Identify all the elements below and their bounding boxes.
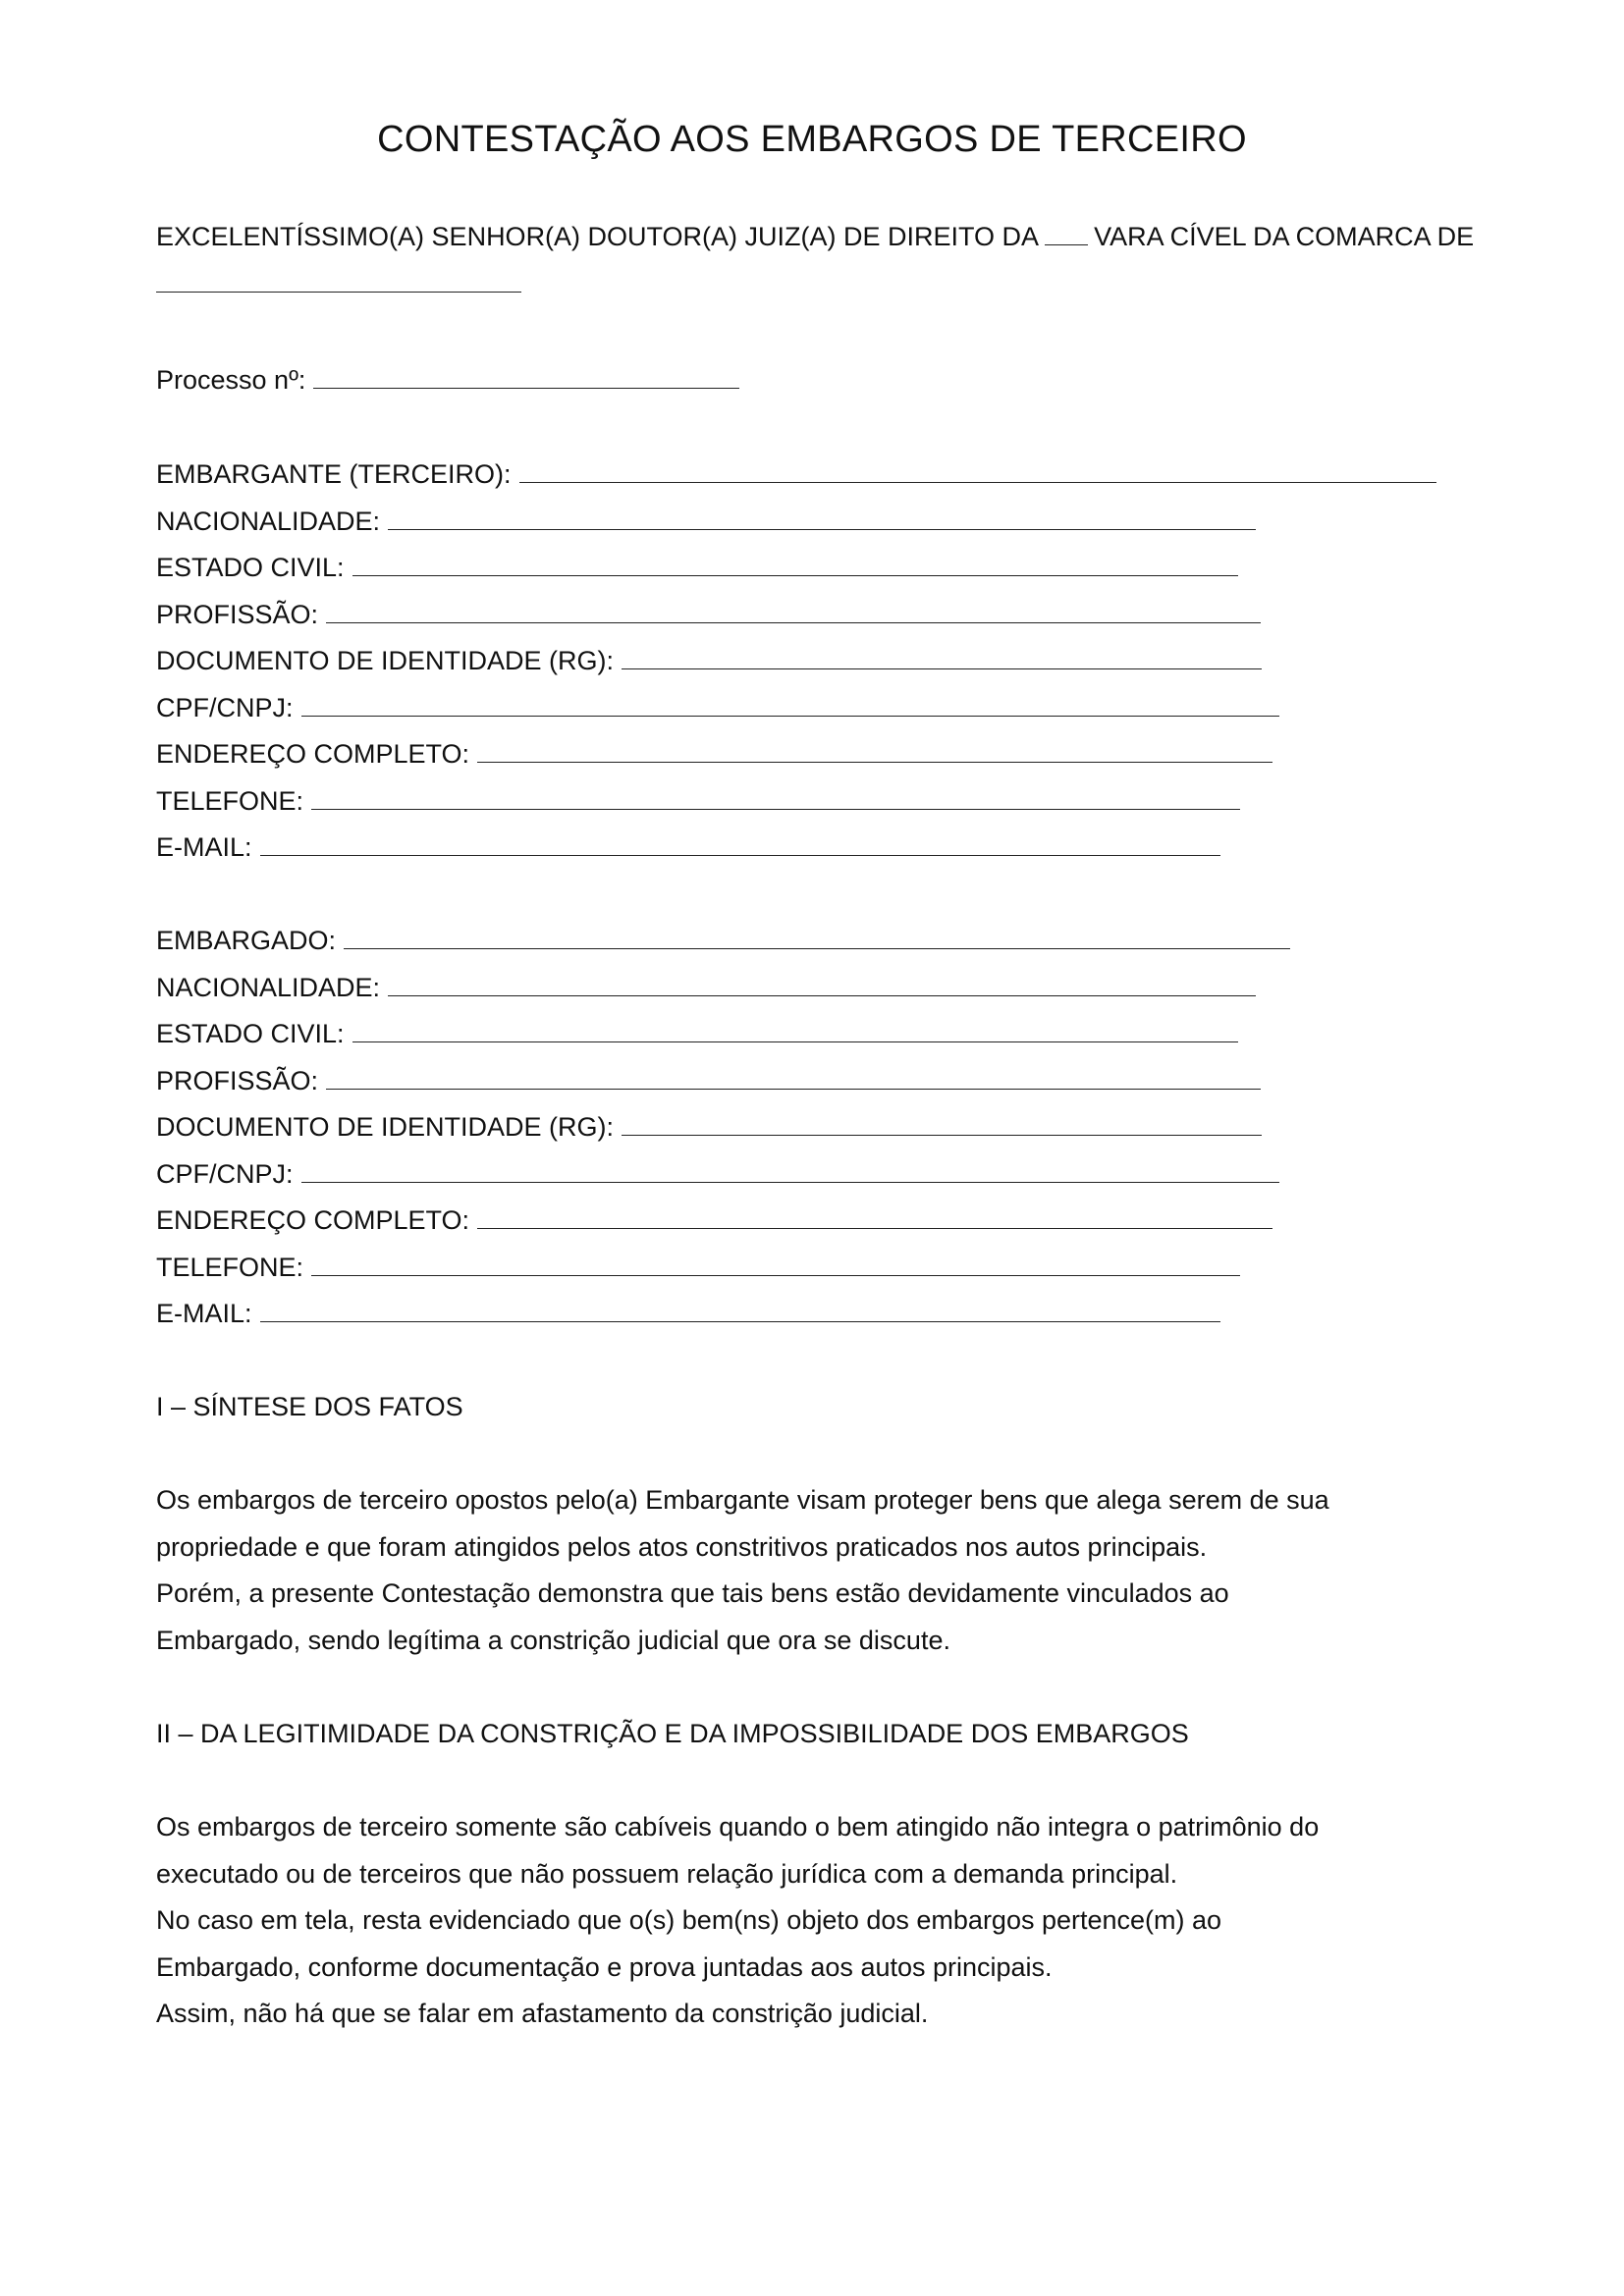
embargante-endereco-field[interactable] <box>477 740 1272 763</box>
embargado-estado-civil-label: ESTADO CIVIL: <box>156 1019 345 1048</box>
section2-paragraph-line: Os embargos de terceiro somente são cabíveis quando o bem atingido não integra o patrimônio do <box>156 1812 1320 1842</box>
embargado-estado-civil-field[interactable] <box>352 1020 1238 1042</box>
embargante-estado-civil-label: ESTADO CIVIL: <box>156 553 345 582</box>
addressee-line <box>156 220 1474 253</box>
embargado-estado-civil-line <box>156 1017 1238 1050</box>
section2-heading: II – DA LEGITIMIDADE DA CONSTRIÇÃO E DA IMPOSSIBILIDADE DOS EMBARGOS <box>156 1719 1189 1748</box>
embargado-cpf-label: CPF/CNPJ: <box>156 1159 294 1189</box>
embargado-profissao-label: PROFISSÃO: <box>156 1066 319 1095</box>
embargante-documento-label: DOCUMENTO DE IDENTIDADE (RG): <box>156 646 615 675</box>
embargante-cpf-field[interactable] <box>301 694 1279 717</box>
section1-heading: I – SÍNTESE DOS FATOS <box>156 1392 463 1421</box>
embargante-telefone-field[interactable] <box>311 787 1240 810</box>
embargante-endereco-label: ENDEREÇO COMPLETO: <box>156 739 470 769</box>
embargado-endereco-label: ENDEREÇO COMPLETO: <box>156 1205 470 1235</box>
embargante-documento-line <box>156 644 1262 677</box>
embargado-cpf-line <box>156 1157 1279 1191</box>
embargante-telefone-label: TELEFONE: <box>156 786 304 816</box>
embargante-nacionalidade-line <box>156 505 1256 538</box>
embargante-profissao-field[interactable] <box>326 601 1261 623</box>
embargante-telefone-line <box>156 784 1240 818</box>
embargado-field[interactable] <box>344 927 1290 949</box>
embargante-documento-field[interactable] <box>622 647 1262 669</box>
addressee-part2: VARA CÍVEL DA COMARCA DE <box>1094 222 1475 251</box>
embargado-label: EMBARGADO: <box>156 926 337 955</box>
section2-paragraph-line: Assim, não há que se falar em afastamento da constrição judicial. <box>156 1999 929 2028</box>
vara-number-field[interactable] <box>1045 223 1088 245</box>
embargante-profissao-line <box>156 598 1261 631</box>
embargado-profissao-line <box>156 1064 1261 1097</box>
embargante-email-field[interactable] <box>260 833 1220 856</box>
section1-paragraph-line: Embargado, sendo legítima a constrição judicial que ora se discute. <box>156 1626 950 1655</box>
processo-line <box>156 363 739 397</box>
embargante-line <box>156 457 1436 491</box>
embargante-label: EMBARGANTE (TERCEIRO): <box>156 459 512 489</box>
section1-paragraph-line: propriedade e que foram atingidos pelos atos constritivos praticados nos autos principais. <box>156 1532 1208 1562</box>
comarca-field[interactable] <box>156 270 521 293</box>
embargante-email-label: E-MAIL: <box>156 832 252 862</box>
embargado-endereco-field[interactable] <box>477 1206 1272 1229</box>
embargado-documento-field[interactable] <box>622 1113 1262 1136</box>
embargante-estado-civil-field[interactable] <box>352 554 1238 576</box>
embargado-nacionalidade-line <box>156 971 1256 1004</box>
section1-paragraph-line: Porém, a presente Contestação demonstra que tais bens estão devidamente vinculados ao <box>156 1578 1229 1608</box>
embargante-nacionalidade-label: NACIONALIDADE: <box>156 507 381 536</box>
section1-paragraph-line: Os embargos de terceiro opostos pelo(a) Embargante visam proteger bens que alega serem de sua <box>156 1485 1329 1515</box>
embargado-email-label: E-MAIL: <box>156 1299 252 1328</box>
embargado-documento-line <box>156 1110 1262 1144</box>
embargado-nacionalidade-field[interactable] <box>388 974 1256 996</box>
section2-paragraph-line: Embargado, conforme documentação e prova juntadas aos autos principais. <box>156 1952 1053 1982</box>
section2-paragraph-line: executado ou de terceiros que não possuem relação jurídica com a demanda principal. <box>156 1859 1178 1889</box>
document-title: CONTESTAÇÃO AOS EMBARGOS DE TERCEIRO <box>377 119 1247 160</box>
embargado-telefone-label: TELEFONE: <box>156 1253 304 1282</box>
comarca-line <box>156 267 521 300</box>
embargado-email-field[interactable] <box>260 1300 1220 1322</box>
embargado-telefone-field[interactable] <box>311 1254 1240 1276</box>
embargante-cpf-line <box>156 691 1279 724</box>
embargante-estado-civil-line <box>156 551 1238 584</box>
embargado-documento-label: DOCUMENTO DE IDENTIDADE (RG): <box>156 1112 615 1142</box>
embargante-profissao-label: PROFISSÃO: <box>156 600 319 629</box>
addressee-part1: EXCELENTÍSSIMO(A) SENHOR(A) DOUTOR(A) JUIZ(A) DE DIREITO DA <box>156 222 1040 251</box>
embargado-cpf-field[interactable] <box>301 1160 1279 1183</box>
embargado-line <box>156 924 1290 957</box>
embargante-email-line <box>156 830 1220 864</box>
embargado-profissao-field[interactable] <box>326 1067 1261 1090</box>
processo-label: Processo nº: <box>156 365 306 395</box>
embargante-field[interactable] <box>519 460 1436 483</box>
embargado-endereco-line <box>156 1203 1272 1237</box>
embargante-nacionalidade-field[interactable] <box>388 507 1256 530</box>
section2-paragraph-line: No caso em tela, resta evidenciado que o(s) bem(ns) objeto dos embargos pertence(m) ao <box>156 1905 1222 1935</box>
embargante-cpf-label: CPF/CNPJ: <box>156 693 294 722</box>
embargante-endereco-line <box>156 737 1272 771</box>
processo-field[interactable] <box>313 366 739 389</box>
embargado-email-line <box>156 1297 1220 1330</box>
embargado-nacionalidade-label: NACIONALIDADE: <box>156 973 381 1002</box>
embargado-telefone-line <box>156 1251 1240 1284</box>
